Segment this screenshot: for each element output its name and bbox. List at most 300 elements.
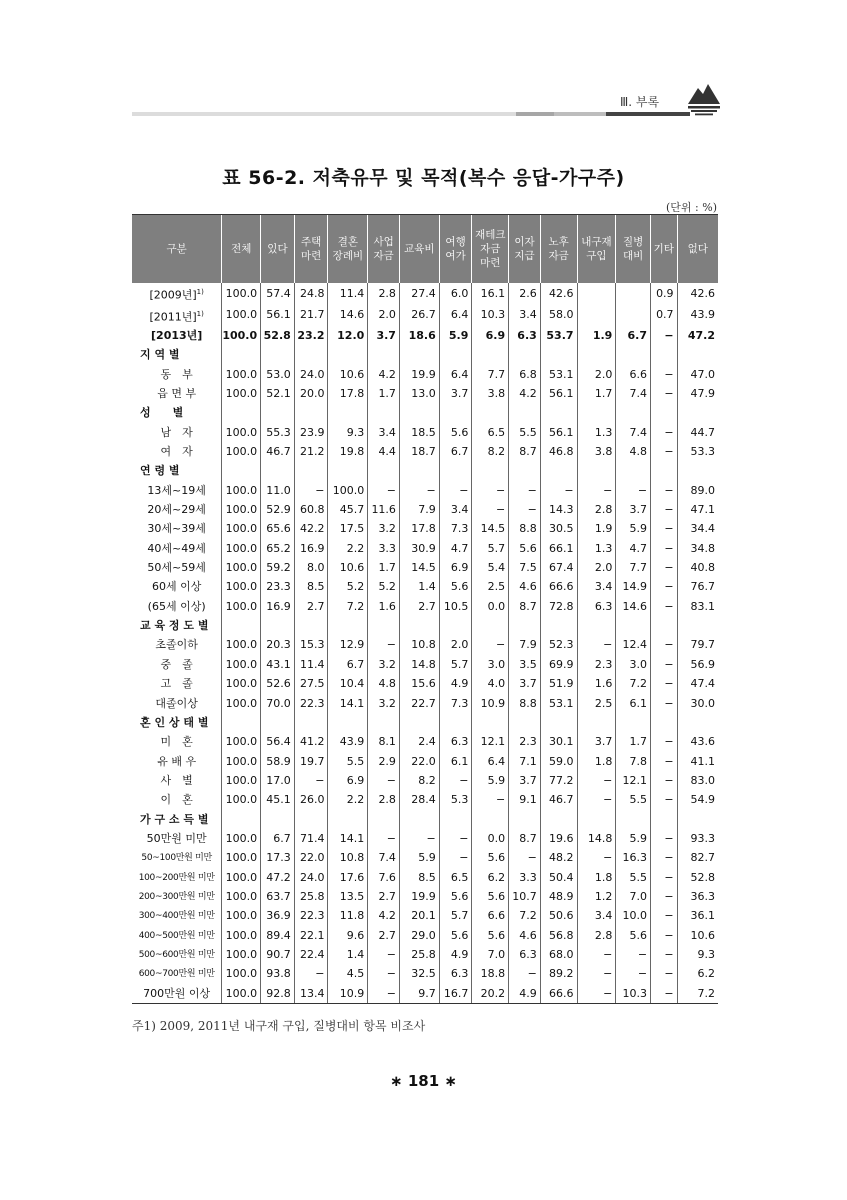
table-cell: 15.3 bbox=[294, 636, 328, 655]
table-cell: 69.9 bbox=[540, 655, 577, 674]
table-cell: 24.8 bbox=[294, 283, 328, 305]
empty-cell bbox=[616, 462, 651, 481]
table-cell: 4.9 bbox=[509, 984, 541, 1004]
empty-cell bbox=[540, 616, 577, 635]
table-cell: 41.1 bbox=[677, 752, 718, 771]
table-cell: 10.6 bbox=[677, 926, 718, 945]
table-row bbox=[132, 752, 718, 771]
table-cell: 23.2 bbox=[294, 326, 328, 345]
table-cell: 51.9 bbox=[540, 675, 577, 694]
empty-cell bbox=[509, 404, 541, 423]
table-cell: 25.8 bbox=[399, 945, 439, 964]
table-cell: 2.3 bbox=[509, 733, 541, 752]
table-cell: 4.2 bbox=[509, 384, 541, 403]
empty-cell bbox=[540, 346, 577, 365]
table-cell: 26.7 bbox=[399, 305, 439, 327]
table-cell: 6.5 bbox=[439, 868, 472, 887]
empty-cell bbox=[540, 462, 577, 481]
table-cell: 30.0 bbox=[677, 694, 718, 713]
table-cell: 8.1 bbox=[368, 733, 400, 752]
table-cell: 100.0 bbox=[222, 907, 261, 926]
table-cell: − bbox=[651, 655, 678, 674]
table-cell: 53.1 bbox=[540, 365, 577, 384]
table-cell: 93.3 bbox=[677, 829, 718, 848]
table-cell: 100.0 bbox=[222, 442, 261, 461]
table-row bbox=[132, 733, 718, 752]
table-cell: 100.0 bbox=[222, 887, 261, 906]
table-row bbox=[132, 945, 718, 964]
table-cell: 54.9 bbox=[677, 791, 718, 810]
empty-cell bbox=[294, 462, 328, 481]
table-cell: − bbox=[368, 481, 400, 500]
table-cell: 16.9 bbox=[294, 539, 328, 558]
table-row bbox=[132, 694, 718, 713]
table-cell: 6.2 bbox=[677, 965, 718, 984]
table-cell: 8.0 bbox=[294, 558, 328, 577]
row-label: 미 혼 bbox=[160, 735, 193, 749]
empty-cell bbox=[677, 713, 718, 732]
column-header: 교육비 bbox=[399, 215, 439, 284]
table-cell: 6.9 bbox=[439, 558, 472, 577]
empty-cell bbox=[439, 810, 472, 829]
row-label: (65세 이상) bbox=[147, 599, 206, 613]
table-cell: 100.0 bbox=[222, 926, 261, 945]
table-row bbox=[132, 423, 718, 442]
row-label: 300~400만원 미만 bbox=[138, 911, 215, 922]
table-cell: 23.9 bbox=[294, 423, 328, 442]
empty-cell bbox=[368, 404, 400, 423]
table-cell: 100.0 bbox=[222, 675, 261, 694]
row-label: 이 혼 bbox=[160, 793, 193, 807]
empty-cell bbox=[368, 616, 400, 635]
column-header: 내구재 구입 bbox=[577, 215, 616, 284]
table-cell: 4.8 bbox=[616, 442, 651, 461]
row-label: 남 자 bbox=[160, 425, 193, 439]
table-cell: − bbox=[616, 945, 651, 964]
empty-cell bbox=[509, 810, 541, 829]
table-cell: 6.3 bbox=[439, 733, 472, 752]
empty-cell bbox=[509, 713, 541, 732]
table-cell: 6.9 bbox=[328, 771, 368, 790]
table-cell: 100.0 bbox=[222, 849, 261, 868]
column-header: 여행 여가 bbox=[439, 215, 472, 284]
table-cell: − bbox=[509, 500, 541, 519]
row-label: 고 졸 bbox=[160, 677, 193, 691]
empty-cell bbox=[439, 404, 472, 423]
table-cell: 5.6 bbox=[472, 887, 509, 906]
table-cell: 30.9 bbox=[399, 539, 439, 558]
table-cell: 22.3 bbox=[294, 907, 328, 926]
empty-cell bbox=[540, 404, 577, 423]
category-row bbox=[132, 616, 718, 635]
table-cell: 3.4 bbox=[509, 305, 541, 327]
table-cell: 6.7 bbox=[328, 655, 368, 674]
table-cell: − bbox=[651, 520, 678, 539]
table-cell: − bbox=[651, 539, 678, 558]
table-cell: 89.4 bbox=[261, 926, 295, 945]
row-label: 30세~39세 bbox=[147, 522, 206, 536]
table-cell: 3.4 bbox=[577, 907, 616, 926]
table-cell: − bbox=[651, 926, 678, 945]
row-label: 여 자 bbox=[160, 445, 193, 459]
table-cell: 22.3 bbox=[294, 694, 328, 713]
table-cell: 58.9 bbox=[261, 752, 295, 771]
table-cell: 22.0 bbox=[399, 752, 439, 771]
empty-cell bbox=[651, 810, 678, 829]
table-cell: 14.1 bbox=[328, 694, 368, 713]
table-row bbox=[132, 283, 718, 305]
empty-cell bbox=[677, 462, 718, 481]
table-cell: 19.7 bbox=[294, 752, 328, 771]
table-cell: 28.4 bbox=[399, 791, 439, 810]
empty-cell bbox=[294, 346, 328, 365]
table-cell: 48.2 bbox=[540, 849, 577, 868]
table-cell: 5.9 bbox=[399, 849, 439, 868]
empty-cell bbox=[651, 462, 678, 481]
table-cell: 66.1 bbox=[540, 539, 577, 558]
column-header: 이자 지급 bbox=[509, 215, 541, 284]
table-cell: 5.6 bbox=[439, 926, 472, 945]
unit-label: (단위 : %) bbox=[666, 201, 717, 214]
table-cell: 3.7 bbox=[509, 675, 541, 694]
table-cell: − bbox=[368, 945, 400, 964]
table-cell: 71.4 bbox=[294, 829, 328, 848]
empty-cell bbox=[472, 713, 509, 732]
empty-cell bbox=[328, 462, 368, 481]
table-cell: − bbox=[577, 965, 616, 984]
header-rule-segment bbox=[516, 112, 554, 116]
table-cell: 52.9 bbox=[261, 500, 295, 519]
table-cell: 56.1 bbox=[540, 423, 577, 442]
table-cell: 89.2 bbox=[540, 965, 577, 984]
table-cell: 14.9 bbox=[616, 578, 651, 597]
footnote: 주1) 2009, 2011년 내구재 구입, 질병대비 항목 비조사 bbox=[132, 1019, 426, 1033]
table-cell: 17.0 bbox=[261, 771, 295, 790]
empty-cell bbox=[222, 404, 261, 423]
table-cell: 36.1 bbox=[677, 907, 718, 926]
table-cell: 7.0 bbox=[472, 945, 509, 964]
empty-cell bbox=[222, 346, 261, 365]
table-cell: 100.0 bbox=[222, 655, 261, 674]
row-label: 동 부 bbox=[160, 367, 193, 381]
table-cell: − bbox=[368, 636, 400, 655]
empty-cell bbox=[439, 346, 472, 365]
table-cell: 7.5 bbox=[509, 558, 541, 577]
table-cell: 42.2 bbox=[294, 520, 328, 539]
table-cell: − bbox=[509, 849, 541, 868]
table-cell: 100.0 bbox=[222, 520, 261, 539]
table-cell: 30.1 bbox=[540, 733, 577, 752]
table-cell: − bbox=[472, 500, 509, 519]
table-cell: 5.4 bbox=[472, 558, 509, 577]
table-cell: 56.1 bbox=[261, 305, 295, 327]
table-row bbox=[132, 965, 718, 984]
table-cell: 6.2 bbox=[472, 868, 509, 887]
table-cell: 0.7 bbox=[651, 305, 678, 327]
table-cell: − bbox=[651, 868, 678, 887]
table-cell: 3.3 bbox=[368, 539, 400, 558]
table-cell: 9.7 bbox=[399, 984, 439, 1004]
table-row bbox=[132, 384, 718, 403]
table-cell: 1.8 bbox=[577, 868, 616, 887]
table-cell: − bbox=[577, 849, 616, 868]
row-label: 읍 면 부 bbox=[157, 387, 197, 401]
category-label: 가 구 소 득 별 bbox=[140, 812, 209, 826]
table-cell: 8.2 bbox=[472, 442, 509, 461]
table-cell: 56.4 bbox=[261, 733, 295, 752]
empty-cell bbox=[439, 616, 472, 635]
table-cell: 6.6 bbox=[616, 365, 651, 384]
table-cell: 5.6 bbox=[616, 926, 651, 945]
empty-cell bbox=[399, 404, 439, 423]
table-cell: 17.8 bbox=[399, 520, 439, 539]
table-row bbox=[132, 849, 718, 868]
table-cell: 7.9 bbox=[509, 636, 541, 655]
table-cell: 6.3 bbox=[577, 597, 616, 616]
table-cell: 2.8 bbox=[368, 791, 400, 810]
table-cell: 10.8 bbox=[328, 849, 368, 868]
table-row bbox=[132, 771, 718, 790]
table-cell: 1.7 bbox=[368, 558, 400, 577]
table-cell: 8.5 bbox=[294, 578, 328, 597]
empty-cell bbox=[616, 616, 651, 635]
table-cell: − bbox=[651, 984, 678, 1004]
table-cell: 12.9 bbox=[328, 636, 368, 655]
table-cell: 46.8 bbox=[540, 442, 577, 461]
table-cell: 100.0 bbox=[222, 597, 261, 616]
column-header: 사업 자금 bbox=[368, 215, 400, 284]
row-label: [2013년] bbox=[151, 328, 203, 342]
table-cell: 6.1 bbox=[439, 752, 472, 771]
table-cell: − bbox=[651, 907, 678, 926]
table-cell: 11.8 bbox=[328, 907, 368, 926]
table-cell: 52.3 bbox=[540, 636, 577, 655]
row-label: 700만원 이상 bbox=[132, 984, 222, 1004]
empty-cell bbox=[616, 404, 651, 423]
empty-cell bbox=[616, 713, 651, 732]
empty-cell bbox=[577, 616, 616, 635]
table-cell: 8.7 bbox=[509, 829, 541, 848]
table-cell: − bbox=[651, 945, 678, 964]
table-cell: 10.3 bbox=[472, 305, 509, 327]
table-cell: 3.7 bbox=[439, 384, 472, 403]
empty-cell bbox=[399, 810, 439, 829]
table-cell: 7.4 bbox=[616, 384, 651, 403]
table-cell: 56.9 bbox=[677, 655, 718, 674]
empty-cell bbox=[472, 346, 509, 365]
empty-cell bbox=[294, 404, 328, 423]
table-cell: 24.0 bbox=[294, 365, 328, 384]
table-cell: 47.0 bbox=[677, 365, 718, 384]
table-cell: − bbox=[651, 326, 678, 345]
table-row bbox=[132, 984, 718, 1004]
empty-cell bbox=[261, 810, 295, 829]
table-cell: 5.7 bbox=[439, 907, 472, 926]
table-cell: 5.6 bbox=[472, 926, 509, 945]
table-cell: 10.9 bbox=[472, 694, 509, 713]
empty-cell bbox=[222, 810, 261, 829]
table-cell: 47.2 bbox=[261, 868, 295, 887]
table-cell: 0.9 bbox=[651, 283, 678, 305]
table-cell: 100.0 bbox=[222, 636, 261, 655]
column-header: 질병 대비 bbox=[616, 215, 651, 284]
empty-cell bbox=[472, 616, 509, 635]
table-header-row bbox=[132, 215, 718, 284]
table-cell: 2.7 bbox=[399, 597, 439, 616]
table-cell: 82.7 bbox=[677, 849, 718, 868]
empty-cell bbox=[651, 616, 678, 635]
table-cell: 20.2 bbox=[472, 984, 509, 1004]
table-cell: 0.0 bbox=[472, 829, 509, 848]
table-cell: 43.1 bbox=[261, 655, 295, 674]
table-cell: 50.4 bbox=[540, 868, 577, 887]
table-cell: 4.4 bbox=[368, 442, 400, 461]
table-cell: 5.6 bbox=[439, 887, 472, 906]
row-label: 600~700만원 미만 bbox=[138, 969, 215, 980]
table-cell: 100.0 bbox=[222, 829, 261, 848]
table-cell: 100.0 bbox=[222, 771, 261, 790]
table-cell: − bbox=[651, 675, 678, 694]
empty-cell bbox=[540, 713, 577, 732]
table-cell: 14.6 bbox=[328, 305, 368, 327]
section-header: Ⅲ. 부록 bbox=[620, 95, 660, 109]
category-label: 지 역 별 bbox=[140, 348, 180, 362]
table-cell: 22.0 bbox=[294, 849, 328, 868]
empty-cell bbox=[368, 810, 400, 829]
table-cell: 4.6 bbox=[509, 926, 541, 945]
table-cell: 3.7 bbox=[368, 326, 400, 345]
table-cell: 19.8 bbox=[328, 442, 368, 461]
row-label: [2009년]$^{1)}$ bbox=[149, 288, 204, 302]
table-cell: 52.8 bbox=[261, 326, 295, 345]
table-cell: 1.3 bbox=[577, 423, 616, 442]
table-cell: 89.0 bbox=[677, 481, 718, 500]
row-label: 초졸이하 bbox=[155, 638, 198, 652]
table-cell: 41.2 bbox=[294, 733, 328, 752]
table-cell: 4.7 bbox=[439, 539, 472, 558]
row-label: 대졸이상 bbox=[155, 696, 198, 710]
table-cell: − bbox=[472, 791, 509, 810]
table-cell: 100.0 bbox=[222, 326, 261, 345]
table-cell: 1.4 bbox=[399, 578, 439, 597]
table-cell: 77.2 bbox=[540, 771, 577, 790]
empty-cell bbox=[651, 713, 678, 732]
table-cell: 4.8 bbox=[368, 675, 400, 694]
table-cell: − bbox=[577, 984, 616, 1004]
table-row bbox=[132, 675, 718, 694]
column-header: 있다 bbox=[261, 215, 295, 284]
table-cell: 53.3 bbox=[677, 442, 718, 461]
empty-cell bbox=[577, 810, 616, 829]
table-cell: 4.6 bbox=[509, 578, 541, 597]
category-label: 성 별 bbox=[140, 406, 184, 420]
empty-cell bbox=[677, 810, 718, 829]
table-cell: 1.8 bbox=[577, 752, 616, 771]
column-header: 구분 bbox=[132, 215, 222, 284]
table-row bbox=[132, 655, 718, 674]
table-cell: 2.8 bbox=[368, 283, 400, 305]
table-cell: 46.7 bbox=[261, 442, 295, 461]
table-row bbox=[132, 578, 718, 597]
table-row bbox=[132, 365, 718, 384]
table-cell: 1.6 bbox=[577, 675, 616, 694]
table-cell: − bbox=[368, 829, 400, 848]
table-cell: 3.4 bbox=[368, 423, 400, 442]
table-cell: 100.0 bbox=[222, 578, 261, 597]
table-cell: 7.2 bbox=[509, 907, 541, 926]
table-cell: 18.8 bbox=[472, 965, 509, 984]
table-cell: 4.7 bbox=[616, 539, 651, 558]
table-cell: 57.4 bbox=[261, 283, 295, 305]
table-cell: − bbox=[577, 791, 616, 810]
table-cell: 10.5 bbox=[439, 597, 472, 616]
table-cell: 2.0 bbox=[439, 636, 472, 655]
table-cell: 5.6 bbox=[472, 849, 509, 868]
empty-cell bbox=[328, 404, 368, 423]
table-cell: 1.9 bbox=[577, 326, 616, 345]
table-cell: 5.5 bbox=[328, 752, 368, 771]
row-label: 20세~29세 bbox=[147, 503, 206, 517]
table-cell bbox=[577, 305, 616, 327]
table-cell: 20.0 bbox=[294, 384, 328, 403]
table-cell: 5.2 bbox=[328, 578, 368, 597]
table-cell: 4.2 bbox=[368, 907, 400, 926]
table-cell: − bbox=[651, 636, 678, 655]
table-cell: 67.4 bbox=[540, 558, 577, 577]
table-cell: 8.7 bbox=[509, 442, 541, 461]
table-cell: 6.7 bbox=[439, 442, 472, 461]
empty-cell bbox=[328, 713, 368, 732]
table-cell: − bbox=[540, 481, 577, 500]
row-label: 중 졸 bbox=[160, 657, 193, 671]
table-cell: 10.8 bbox=[399, 636, 439, 655]
table-cell: 48.9 bbox=[540, 887, 577, 906]
table-cell: 100.0 bbox=[222, 384, 261, 403]
table-row bbox=[132, 305, 718, 327]
empty-cell bbox=[509, 462, 541, 481]
table-cell: 3.8 bbox=[577, 442, 616, 461]
savings-table bbox=[132, 214, 718, 1004]
row-label: 50만원 미만 bbox=[146, 831, 207, 845]
table-cell: 5.3 bbox=[439, 791, 472, 810]
empty-cell bbox=[439, 462, 472, 481]
empty-cell bbox=[577, 462, 616, 481]
table-cell: 9.6 bbox=[328, 926, 368, 945]
table-cell: − bbox=[509, 965, 541, 984]
table-cell: 47.2 bbox=[677, 326, 718, 345]
empty-cell bbox=[222, 462, 261, 481]
table-cell: 2.0 bbox=[577, 365, 616, 384]
table-cell: − bbox=[651, 965, 678, 984]
table-cell: 10.9 bbox=[328, 984, 368, 1004]
table-cell: 2.6 bbox=[509, 283, 541, 305]
table-cell: 7.9 bbox=[399, 500, 439, 519]
table-cell: 17.8 bbox=[328, 384, 368, 403]
table-cell: 42.6 bbox=[540, 283, 577, 305]
page-number: ∗ 181 ∗ bbox=[390, 1072, 457, 1090]
empty-cell bbox=[472, 462, 509, 481]
table-cell: 60.8 bbox=[294, 500, 328, 519]
table-cell: 8.5 bbox=[399, 868, 439, 887]
table-cell: 100.0 bbox=[222, 283, 261, 305]
table-cell: 1.7 bbox=[368, 384, 400, 403]
table-cell: − bbox=[368, 771, 400, 790]
empty-cell bbox=[509, 616, 541, 635]
table-cell: 6.4 bbox=[472, 752, 509, 771]
category-row bbox=[132, 404, 718, 423]
empty-cell bbox=[328, 810, 368, 829]
table-cell: 6.7 bbox=[261, 829, 295, 848]
